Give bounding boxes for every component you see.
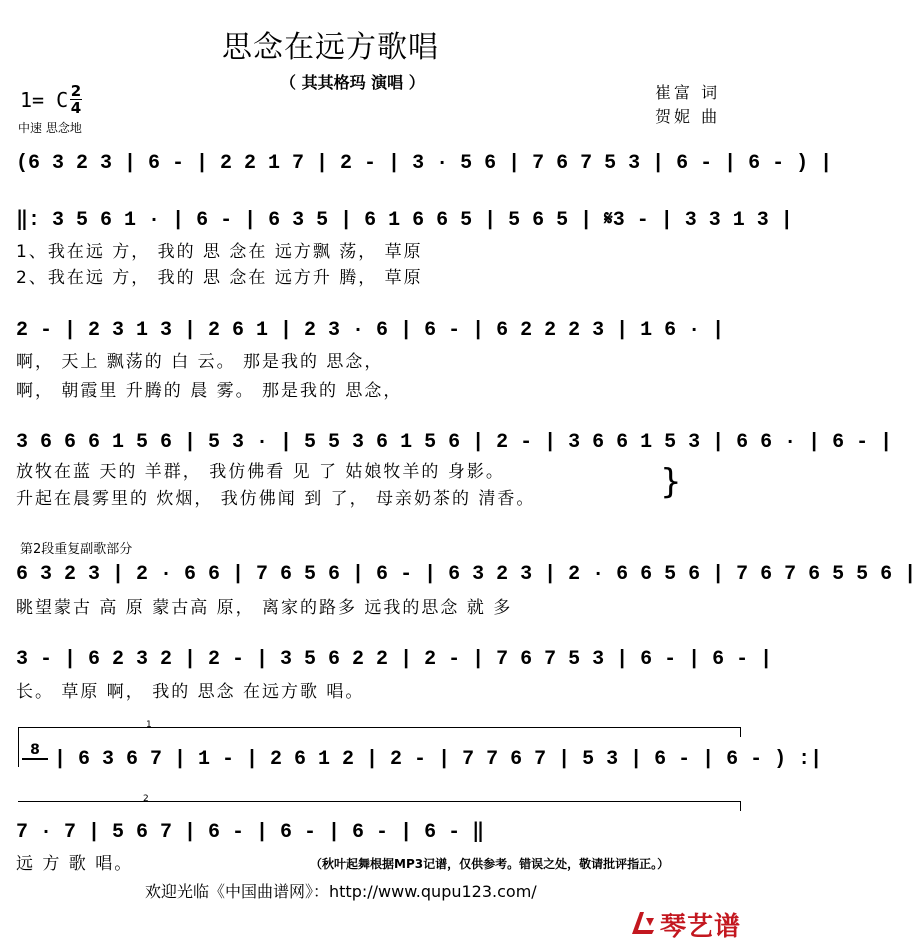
score-line-2: ‖: 3 5 6 1 · | 6 - | 6 3 5 | 6 1 6 6 5 | 5 6 5 | 𝄋3 - | 3 3 1 3 |	[16, 209, 793, 232]
multi-bar-rest-count: 8	[30, 742, 40, 758]
score-line-3: 2 - | 2 3 1 3 | 2 6 1 | 2 3 · 6 | 6 - | 6 2 2 2 3 | 1 6 · |	[16, 319, 725, 342]
song-title: 思念在远方歌唱	[222, 30, 439, 65]
lyric-line-4-verse-2: 升起在晨雾里的 炊烟， 我仿佛闻 到 了， 母亲奶茶的 清香。	[16, 489, 536, 509]
lyricist-credit: 崔富 词	[655, 83, 721, 102]
tempo-marking: 中速 思念地	[18, 121, 82, 135]
lyric-line-6: 长。 草原 啊， 我的 思念 在远方歌 唱。	[16, 682, 365, 702]
ending-1-bracket	[18, 727, 740, 728]
multi-bar-rest	[22, 742, 48, 760]
score-line-6: 3 - | 6 2 3 2 | 2 - | 3 5 6 2 2 | 2 - | 7 6 7 5 3 | 6 - | 6 - |	[16, 648, 773, 671]
lyric-line-5: 眺望蒙古 高 原 蒙古高 原， 离家的路多 远我的思念 就 多	[16, 598, 513, 618]
ending-2-bracket	[18, 801, 740, 802]
score-line-4: 3 6 6 6 1 5 6 | 5 3 · | 5 5 3 6 1 5 6 | 2 - | 3 6 6 1 5 3 | 6 6 · | 6 - |	[16, 431, 893, 454]
lyric-line-8: 远 方 歌 唱。	[16, 854, 134, 874]
lyric-line-2-verse-1: 1、我在远 方， 我的 思 念在 远方飘 荡， 草原	[16, 242, 423, 262]
key-label: 1= C	[20, 88, 69, 112]
verse-brace: }	[660, 462, 682, 502]
ending-1-label: 1	[146, 720, 152, 730]
score-line-7: | 6 3 6 7 | 1 - | 2 6 1 2 | 2 - | 7 7 6 7 | 5 3 | 6 - | 6 - ) :|	[54, 748, 823, 771]
lyric-line-3-verse-1: 啊， 天上 飘荡的 白 云。 那是我的 思念，	[16, 352, 384, 372]
time-signature-bottom: 4	[70, 99, 82, 117]
qinyipu-logo-icon	[628, 908, 658, 938]
ending-2-tick-right	[740, 801, 741, 811]
time-signature-top: 2	[70, 82, 82, 100]
lyric-line-2-verse-2: 2、我在远 方， 我的 思 念在 远方升 腾， 草原	[16, 268, 423, 288]
score-line-1: (6 3 2 3 | 6 - | 2 2 1 7 | 2 - | 3 · 5 6 | 7 6 7 5 3 | 6 - | 6 - ) |	[16, 152, 833, 175]
repeat-note: 第2段重复副歌部分	[20, 542, 133, 557]
time-signature	[70, 84, 82, 115]
score-line-8: 7 · 7 | 5 6 7 | 6 - | 6 - | 6 - | 6 - ‖	[16, 821, 485, 844]
transcription-remark: （秋叶起舞根据MP3记谱，仅供参考。错误之处，敬请批评指正。）	[310, 857, 670, 871]
ending-1-tick-right	[740, 727, 741, 737]
brand-name: 琴艺谱	[660, 912, 742, 942]
lyric-line-4-verse-1: 放牧在蓝 天的 羊群， 我仿佛看 见 了 姑娘牧羊的 身影。	[16, 462, 505, 482]
singer-credit: （ 其其格玛 演唱 ）	[280, 73, 425, 92]
score-line-5: 6 3 2 3 | 2 · 6 6 | 7 6 5 6 | 6 - | 6 3 2 3 | 2 · 6 6 5 6 | 7 6 7 6 5 5 6 |	[16, 563, 916, 586]
ending-2-label: 2	[143, 794, 149, 804]
lyric-line-3-verse-2: 啊， 朝霞里 升腾的 晨 雾。 那是我的 思念，	[16, 381, 403, 401]
composer-credit: 贺妮 曲	[655, 107, 721, 126]
key-signature	[20, 88, 68, 112]
site-welcome-link[interactable]: 欢迎光临《中国曲谱网》：http://www.qupu123.com/	[145, 882, 537, 901]
ending-1-tick-left	[18, 727, 19, 767]
